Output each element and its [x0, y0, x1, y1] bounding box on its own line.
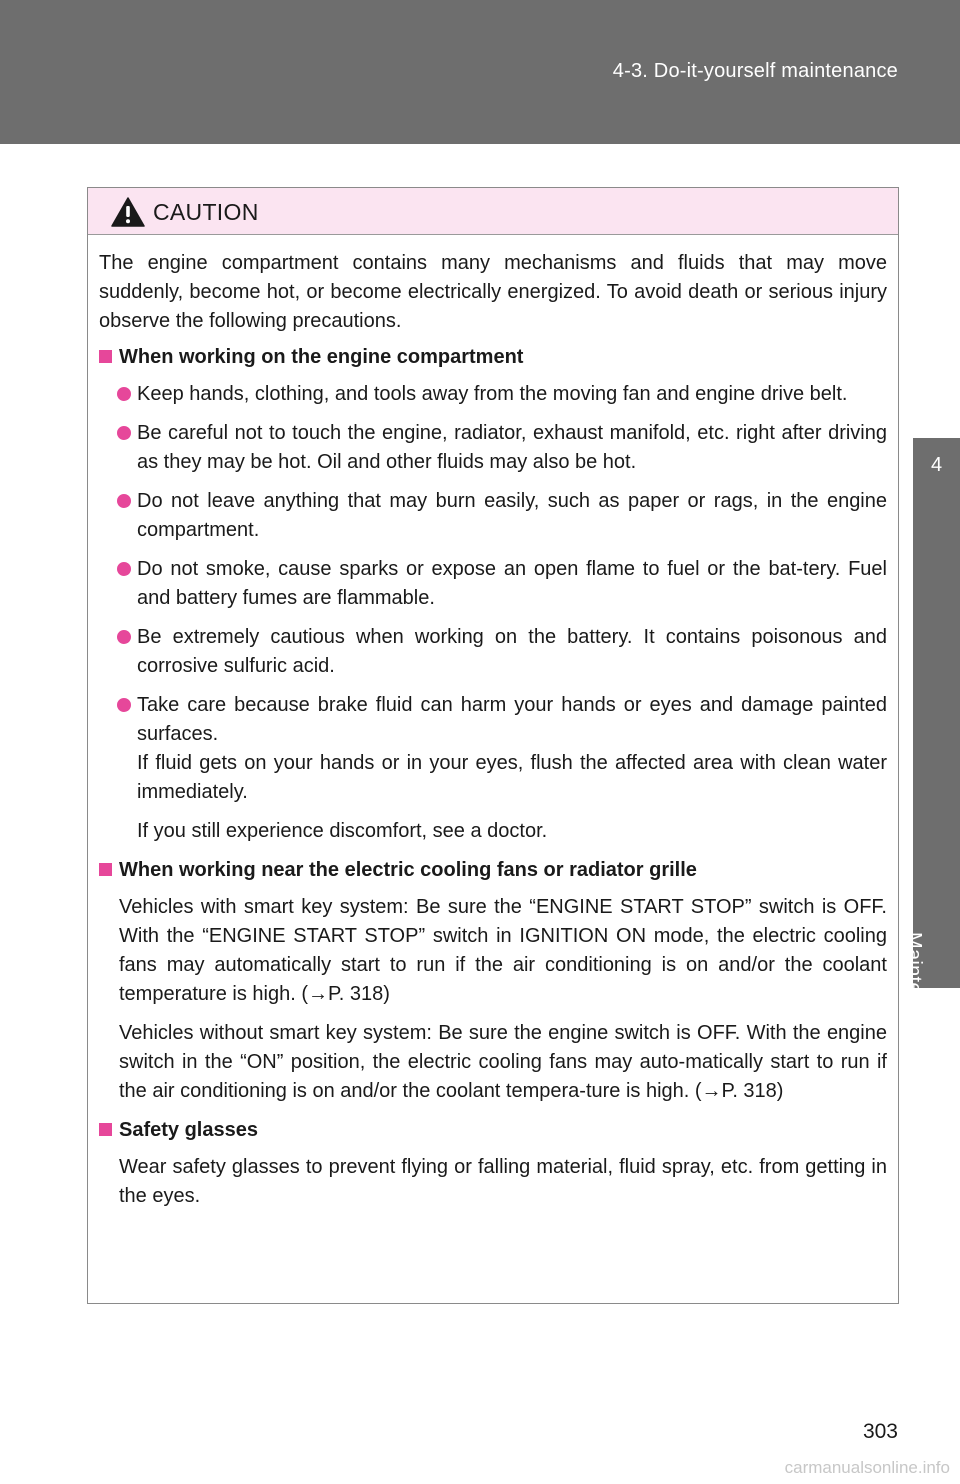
paragraph: Vehicles with smart key system: Be sure the “ENGINE START STOP” switch is OFF. With the “ENGINE START STOP” switch in IGNITION ON mode, the electric cooling fans may automatically start to run if the air conditioning is on and/or the coolant temperature is high. (→P. 318): [119, 896, 887, 1005]
caution-header: [88, 188, 898, 235]
circle-bullet-icon: [117, 387, 131, 401]
circle-bullet-icon: [117, 494, 131, 508]
chapter-side-tab[interactable]: [903, 438, 960, 1136]
section-heading: When working on the engine compartment: [99, 343, 887, 372]
warning-triangle-icon: [111, 197, 145, 227]
chapter-label: Maintenance and care: [903, 932, 925, 1136]
square-bullet-icon: [99, 350, 112, 363]
circle-bullet-icon: [117, 426, 131, 440]
header-band: [0, 0, 960, 144]
caution-label: CAUTION: [153, 199, 259, 225]
page-number: 303: [862, 1420, 898, 1443]
list-item: Do not leave anything that may burn easily, such as paper or rags, in the engine compartment.: [99, 487, 887, 545]
caution-box: [87, 187, 899, 1304]
paragraph: Wear safety glasses to prevent flying or falling material, fluid spray, etc. from getting in the eyes.: [119, 1156, 887, 1207]
circle-bullet-icon: [117, 698, 131, 712]
circle-bullet-icon: [117, 630, 131, 644]
list-item: Be careful not to touch the engine, radiator, exhaust manifold, etc. right after driving as they may be hot. Oil and other fluids may also be hot.: [99, 419, 887, 477]
bullet-continuation: If fluid gets on your hands or in your eyes, flush the affected area with clean water immediately.: [137, 752, 887, 803]
section-heading: When working near the electric cooling fans or radiator grille: [99, 856, 887, 885]
circle-bullet-icon: [117, 562, 131, 576]
section-heading: Safety glasses: [99, 1116, 887, 1145]
chapter-number: 4: [930, 454, 943, 476]
square-bullet-icon: [99, 1123, 112, 1136]
list-item: Do not smoke, cause sparks or expose an open flame to fuel or the bat-tery. Fuel and battery fumes are flammable.: [99, 555, 887, 613]
caution-intro: The engine compartment contains many mechanisms and fluids that may move suddenly, become hot, or become electrically energized. To avoid death or serious injury observe the following precautions.: [99, 252, 887, 332]
list-item: Keep hands, clothing, and tools away from the moving fan and engine drive belt.: [99, 380, 887, 409]
square-bullet-icon: [99, 863, 112, 876]
caution-body: [88, 235, 898, 1211]
paragraph: Vehicles without smart key system: Be sure the engine switch is OFF. With the engine switch in the “ON” position, the electric cooling fans may auto-matically start to run if the air conditioning is on and/or the coolant tempera-ture is high. (→P. 318): [119, 1022, 887, 1102]
list-item: Take care because brake fluid can harm your hands or eyes and damage painted surfaces.: [99, 691, 887, 749]
bullet-continuation: If you still experience discomfort, see a doctor.: [137, 820, 548, 842]
list-item: Be extremely cautious when working on the battery. It contains poisonous and corrosive sulfuric acid.: [99, 623, 887, 681]
watermark: carmanualsonline.info: [784, 1458, 950, 1477]
section-title: 4-3. Do-it-yourself maintenance: [612, 60, 898, 82]
